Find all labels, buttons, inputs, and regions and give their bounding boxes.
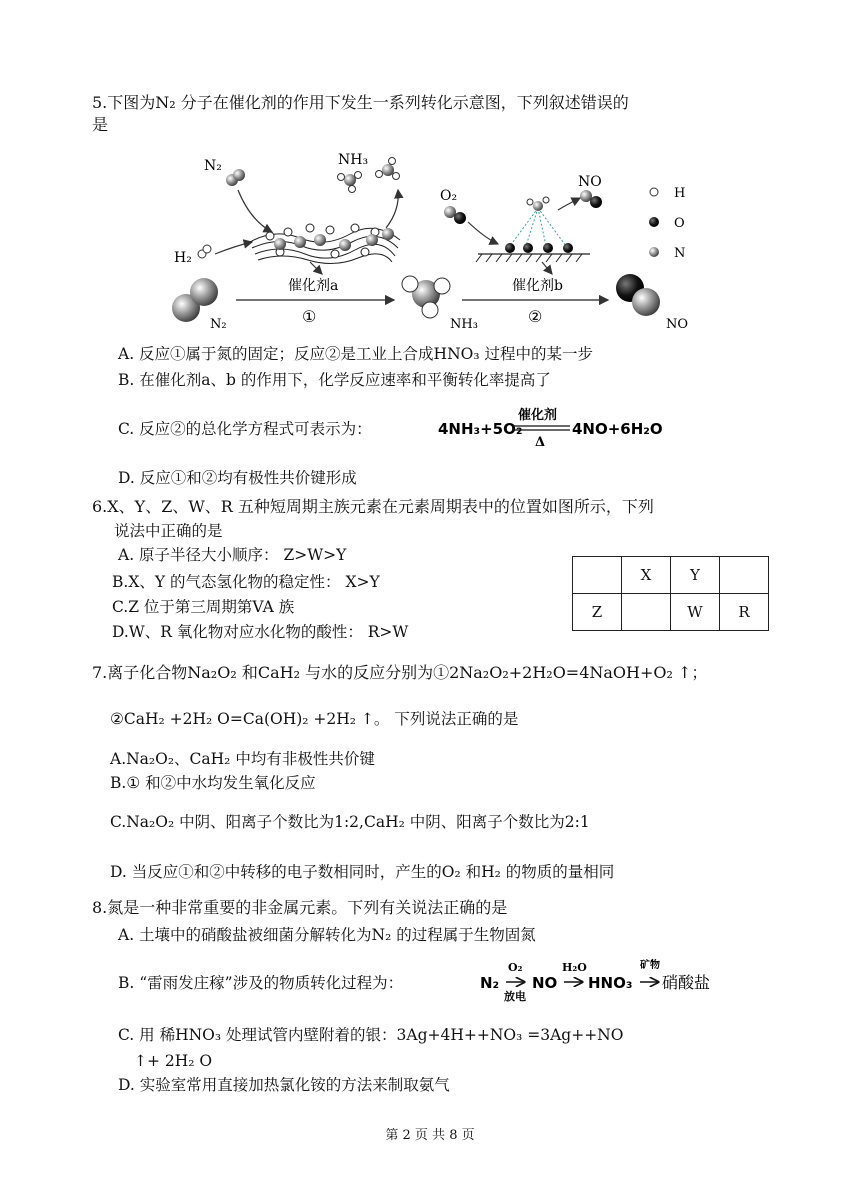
eq-heat: Δ: [535, 435, 546, 450]
q6-option-b: B.X、Y 的气态氢化物的稳定性： X>Y: [112, 573, 380, 591]
q8-option-c-line2: ↑+ 2H₂ O: [134, 1052, 213, 1070]
q7-option-c: C.Na₂O₂ 中阴、阳离子个数比为1:2,CaH₂ 中阴、阳离子个数比为2:1: [110, 813, 590, 831]
page-footer: 第 2 页 共 8 页: [385, 1128, 475, 1143]
eq-catalyst: 催化剂: [518, 408, 558, 423]
q6-option-c: C.Z 位于第三周期第VA 族: [112, 598, 295, 616]
label-step-2: ②: [528, 307, 543, 326]
legend-h-label: H: [674, 186, 686, 201]
q5-option-c: [118, 418, 372, 440]
q6-option-a: A. 原子半径大小顺序： Z>W>Y: [118, 546, 347, 564]
label-catalyst-b: 催化剂b: [512, 278, 563, 294]
label-nh3-top: NH₃: [338, 152, 369, 168]
table-row: [573, 557, 769, 594]
label-no-top: NO: [578, 174, 602, 190]
table-cell: [622, 594, 671, 631]
label-o2: O₂: [440, 188, 458, 204]
table-cell: [720, 557, 769, 594]
chain-n2: N₂: [480, 974, 500, 992]
q8-option-a: A. 土壤中的硝酸盐被细菌分解转化为N₂ 的过程属于生物固氮: [118, 926, 536, 944]
catalyst-a-surface: [250, 224, 400, 264]
legend-o-label: O: [674, 216, 685, 231]
eq-left: 4NH₃+5O₂: [438, 420, 523, 438]
label-step-1: ①: [302, 307, 317, 326]
table-cell: X: [622, 557, 671, 594]
chain-o2: O₂: [508, 961, 523, 974]
chain-nitrate: 硝酸盐: [662, 973, 711, 992]
periodic-table-fragment: [572, 556, 769, 631]
q7-stem-line2: ②CaH₂ +2H₂ O=Ca(OH)₂ +2H₂ ↑。 下列说法正确的是: [110, 710, 519, 728]
q6-stem-line1: 6.X、Y、Z、W、R 五种短周期主族元素在元素周期表中的位置如图所示，下列: [92, 497, 654, 516]
label-no-bottom: NO: [666, 317, 689, 332]
nh3-molecule-large: [402, 276, 450, 318]
q7-option-b: B.① 和②中水均发生氧化反应: [110, 774, 316, 792]
chain-h2o: H₂O: [562, 961, 587, 974]
chain-discharge: 放电: [504, 990, 526, 1003]
table-cell: W: [671, 594, 720, 631]
q8-option-b-chain: [478, 954, 738, 1004]
q7-option-a: A.Na₂O₂、CaH₂ 中均有非极性共价键: [110, 750, 375, 768]
eq-right: 4NO+6H₂O: [572, 420, 663, 438]
atom-legend: [649, 186, 685, 261]
table-cell: Y: [671, 557, 720, 594]
n2-molecule-small: [226, 169, 245, 186]
q5-option-d: D. 反应①和②均有极性共价键形成: [118, 469, 357, 487]
q5-option-c-prefix: C. 反应②的总化学方程式可表示为：: [118, 420, 372, 438]
label-h2: H₂: [174, 250, 192, 266]
label-nh3-bottom: NH₃: [450, 317, 478, 332]
q8-option-b-prefix: B. “雷雨发庄稼”涉及的物质转化过程为：: [118, 974, 404, 992]
table-cell: R: [720, 594, 769, 631]
q8-option-d: D. 实验室常用直接加热氯化铵的方法来制取氨气: [118, 1076, 450, 1094]
label-catalyst-a: 催化剂a: [288, 278, 339, 294]
catalyst-b-surface: [476, 197, 590, 262]
q5-stem-line1: 5.下图为N₂ 分子在催化剂的作用下发生一系列转化示意图，下列叙述错误的: [92, 93, 629, 112]
chain-hno3: HNO₃: [588, 974, 633, 992]
chain-no: NO: [532, 974, 558, 992]
q5-stem-line2: 是: [92, 115, 109, 134]
label-n2-top: N₂: [204, 158, 222, 174]
q5-option-c-equation: [436, 402, 666, 450]
no-molecule-large: [616, 274, 660, 316]
q5-reaction-figure: [160, 150, 720, 335]
q6-option-d: D.W、R 氧化物对应水化物的酸性： R>W: [112, 623, 409, 641]
table-cell: Z: [573, 594, 622, 631]
chain-mineral: 矿物: [640, 960, 660, 971]
q6-stem-line2: 说法中正确的是: [114, 522, 223, 540]
q8-stem: 8.氮是一种非常重要的非金属元素。下列有关说法正确的是: [92, 898, 508, 917]
q8-option-b: [118, 972, 403, 994]
legend-n-label: N: [674, 246, 686, 261]
label-n2-bottom: N₂: [210, 317, 227, 332]
q5-option-b: B. 在催化剂a、b 的作用下，化学反应速率和平衡转化率提高了: [118, 371, 551, 389]
q8-option-c-line1: C. 用 稀HNO₃ 处理试管内壁附着的银：3Ag+4H++NO₃ =3Ag++NO: [118, 1026, 624, 1044]
q7-option-d: D. 当反应①和②中转移的电子数相同时，产生的O₂ 和H₂ 的物质的量相同: [110, 863, 615, 881]
q5-option-a: A. 反应①属于氮的固定；反应②是工业上合成HNO₃ 过程中的某一步: [118, 345, 593, 363]
n2-molecule-large: [172, 278, 218, 322]
table-row: [573, 594, 769, 631]
q7-stem-line1: 7.离子化合物Na₂O₂ 和CaH₂ 与水的反应分别为①2Na₂O₂+2H₂O=4NaOH+O₂ ↑；: [92, 663, 708, 682]
table-cell: [573, 557, 622, 594]
